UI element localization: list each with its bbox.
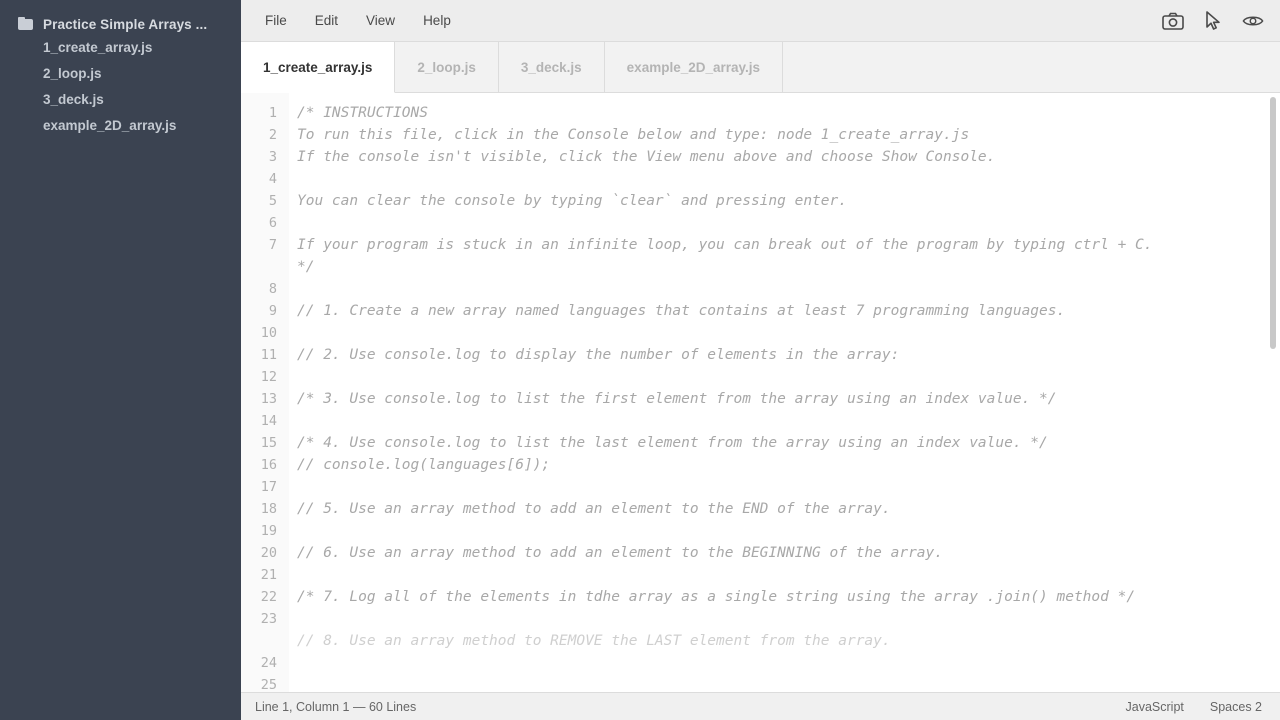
sidebar-item-3-deck[interactable]: 3_deck.js <box>43 92 104 107</box>
code-line <box>297 476 1260 498</box>
folder-icon <box>18 18 33 30</box>
line-number: 21 <box>260 567 277 583</box>
line-number: 19 <box>260 523 277 539</box>
code-line: If your program is stuck in an infinite loop, you can break out of the program by typing ctrl + C. <box>297 237 1153 253</box>
code-line <box>297 366 1260 388</box>
line-number: 2 <box>268 127 277 143</box>
statusbar-right <box>1126 700 1262 714</box>
editor-scrollbar-track[interactable] <box>1272 93 1278 692</box>
code-line: If the console isn't visible, click the View menu above and choose Show Console. <box>297 149 996 165</box>
code-line: /* 7. Log all of the elements in tdhe array as a single string using the array .join() method */ <box>297 589 1136 605</box>
line-number: 17 <box>260 479 277 495</box>
menu-file[interactable]: File <box>265 13 287 28</box>
menubar <box>241 0 1280 42</box>
tab-1-create-array[interactable]: 1_create_array.js <box>241 42 395 93</box>
project-name: Practice Simple Arrays ... <box>43 16 208 32</box>
camera-icon[interactable] <box>1162 10 1184 32</box>
code-line <box>297 168 1260 190</box>
language-mode[interactable]: JavaScript <box>1125 699 1184 714</box>
code-line: /* 3. Use console.log to list the first element from the array using an index value. */ <box>297 391 1057 407</box>
cursor-icon[interactable] <box>1202 10 1224 32</box>
menu-help[interactable]: Help <box>423 13 451 28</box>
line-number: 9 <box>268 303 277 319</box>
code-line: /* INSTRUCTIONS <box>297 105 428 121</box>
tab-example-2d-array[interactable]: example_2D_array.js <box>605 42 783 92</box>
code-line: // 1. Create a new array named languages that contains at least 7 programming languages. <box>297 303 1066 319</box>
line-number: 16 <box>260 457 277 473</box>
line-number: 6 <box>268 215 277 231</box>
sidebar-item-1-create-array[interactable]: 1_create_array.js <box>43 40 153 55</box>
line-number: 4 <box>268 171 277 187</box>
code-line: /* 4. Use console.log to list the last element from the array using an index value. */ <box>297 435 1048 451</box>
tabbar-filler <box>783 42 1280 92</box>
main-area <box>241 0 1280 720</box>
line-number: 15 <box>260 435 277 451</box>
indentation-setting[interactable]: Spaces 2 <box>1209 699 1262 714</box>
line-number: 25 <box>260 677 277 692</box>
code-line: You can clear the console by typing `clear` and pressing enter. <box>297 193 847 209</box>
line-number: 22 <box>260 589 277 605</box>
code-line: // 6. Use an array method to add an element to the BEGINNING of the array. <box>297 545 944 561</box>
sidebar <box>0 0 241 720</box>
line-number: 18 <box>260 501 277 517</box>
line-number: 12 <box>260 369 277 385</box>
cursor-position: Line 1, Column 1 — 60 Lines <box>255 699 417 714</box>
line-number: 20 <box>260 545 277 561</box>
line-number: 5 <box>268 193 277 209</box>
line-number: 14 <box>260 413 277 429</box>
code-line <box>297 212 1260 234</box>
code-line <box>297 608 1260 630</box>
line-number: 24 <box>260 655 277 671</box>
line-number: 8 <box>268 281 277 297</box>
line-number: 10 <box>260 325 277 341</box>
line-number-gutter <box>241 93 289 692</box>
code-line <box>297 322 1260 344</box>
sidebar-item-example-2d-array[interactable]: example_2D_array.js <box>43 118 177 133</box>
sidebar-project-row[interactable] <box>0 13 241 35</box>
line-number: 11 <box>260 347 277 363</box>
tab-2-loop[interactable]: 2_loop.js <box>395 42 499 92</box>
code-line: // 5. Use an array method to add an element to the END of the array. <box>297 501 891 517</box>
line-number: 7 <box>268 237 277 253</box>
code-line <box>297 410 1260 432</box>
code-line: // 2. Use console.log to display the number of elements in the array: <box>297 347 900 363</box>
line-number: 1 <box>268 105 277 121</box>
line-number: 3 <box>268 149 277 165</box>
menu-edit[interactable]: Edit <box>314 13 339 28</box>
tabbar <box>241 42 1280 93</box>
sidebar-item-2-loop[interactable]: 2_loop.js <box>43 66 102 81</box>
editor-scrollbar-thumb[interactable] <box>1270 97 1276 349</box>
code-line: */ <box>297 259 315 275</box>
code-line <box>297 278 1260 300</box>
code-editor[interactable] <box>241 93 1280 692</box>
code-line: // console.log(languages[6]); <box>297 457 551 473</box>
line-number: 23 <box>260 611 277 627</box>
code-content[interactable] <box>289 93 1280 692</box>
code-line: To run this file, click in the Console below and type: node 1_create_array.js <box>297 127 970 143</box>
code-line <box>297 520 1260 542</box>
eye-icon[interactable] <box>1242 10 1264 32</box>
tab-3-deck[interactable]: 3_deck.js <box>499 42 605 92</box>
menu-view[interactable]: View <box>366 13 396 28</box>
code-line: // 8. Use an array method to REMOVE the LAST element from the array. <box>297 633 891 649</box>
code-line <box>297 564 1260 586</box>
menubar-icons <box>1162 10 1280 32</box>
line-number: 13 <box>260 391 277 407</box>
statusbar <box>241 692 1280 720</box>
